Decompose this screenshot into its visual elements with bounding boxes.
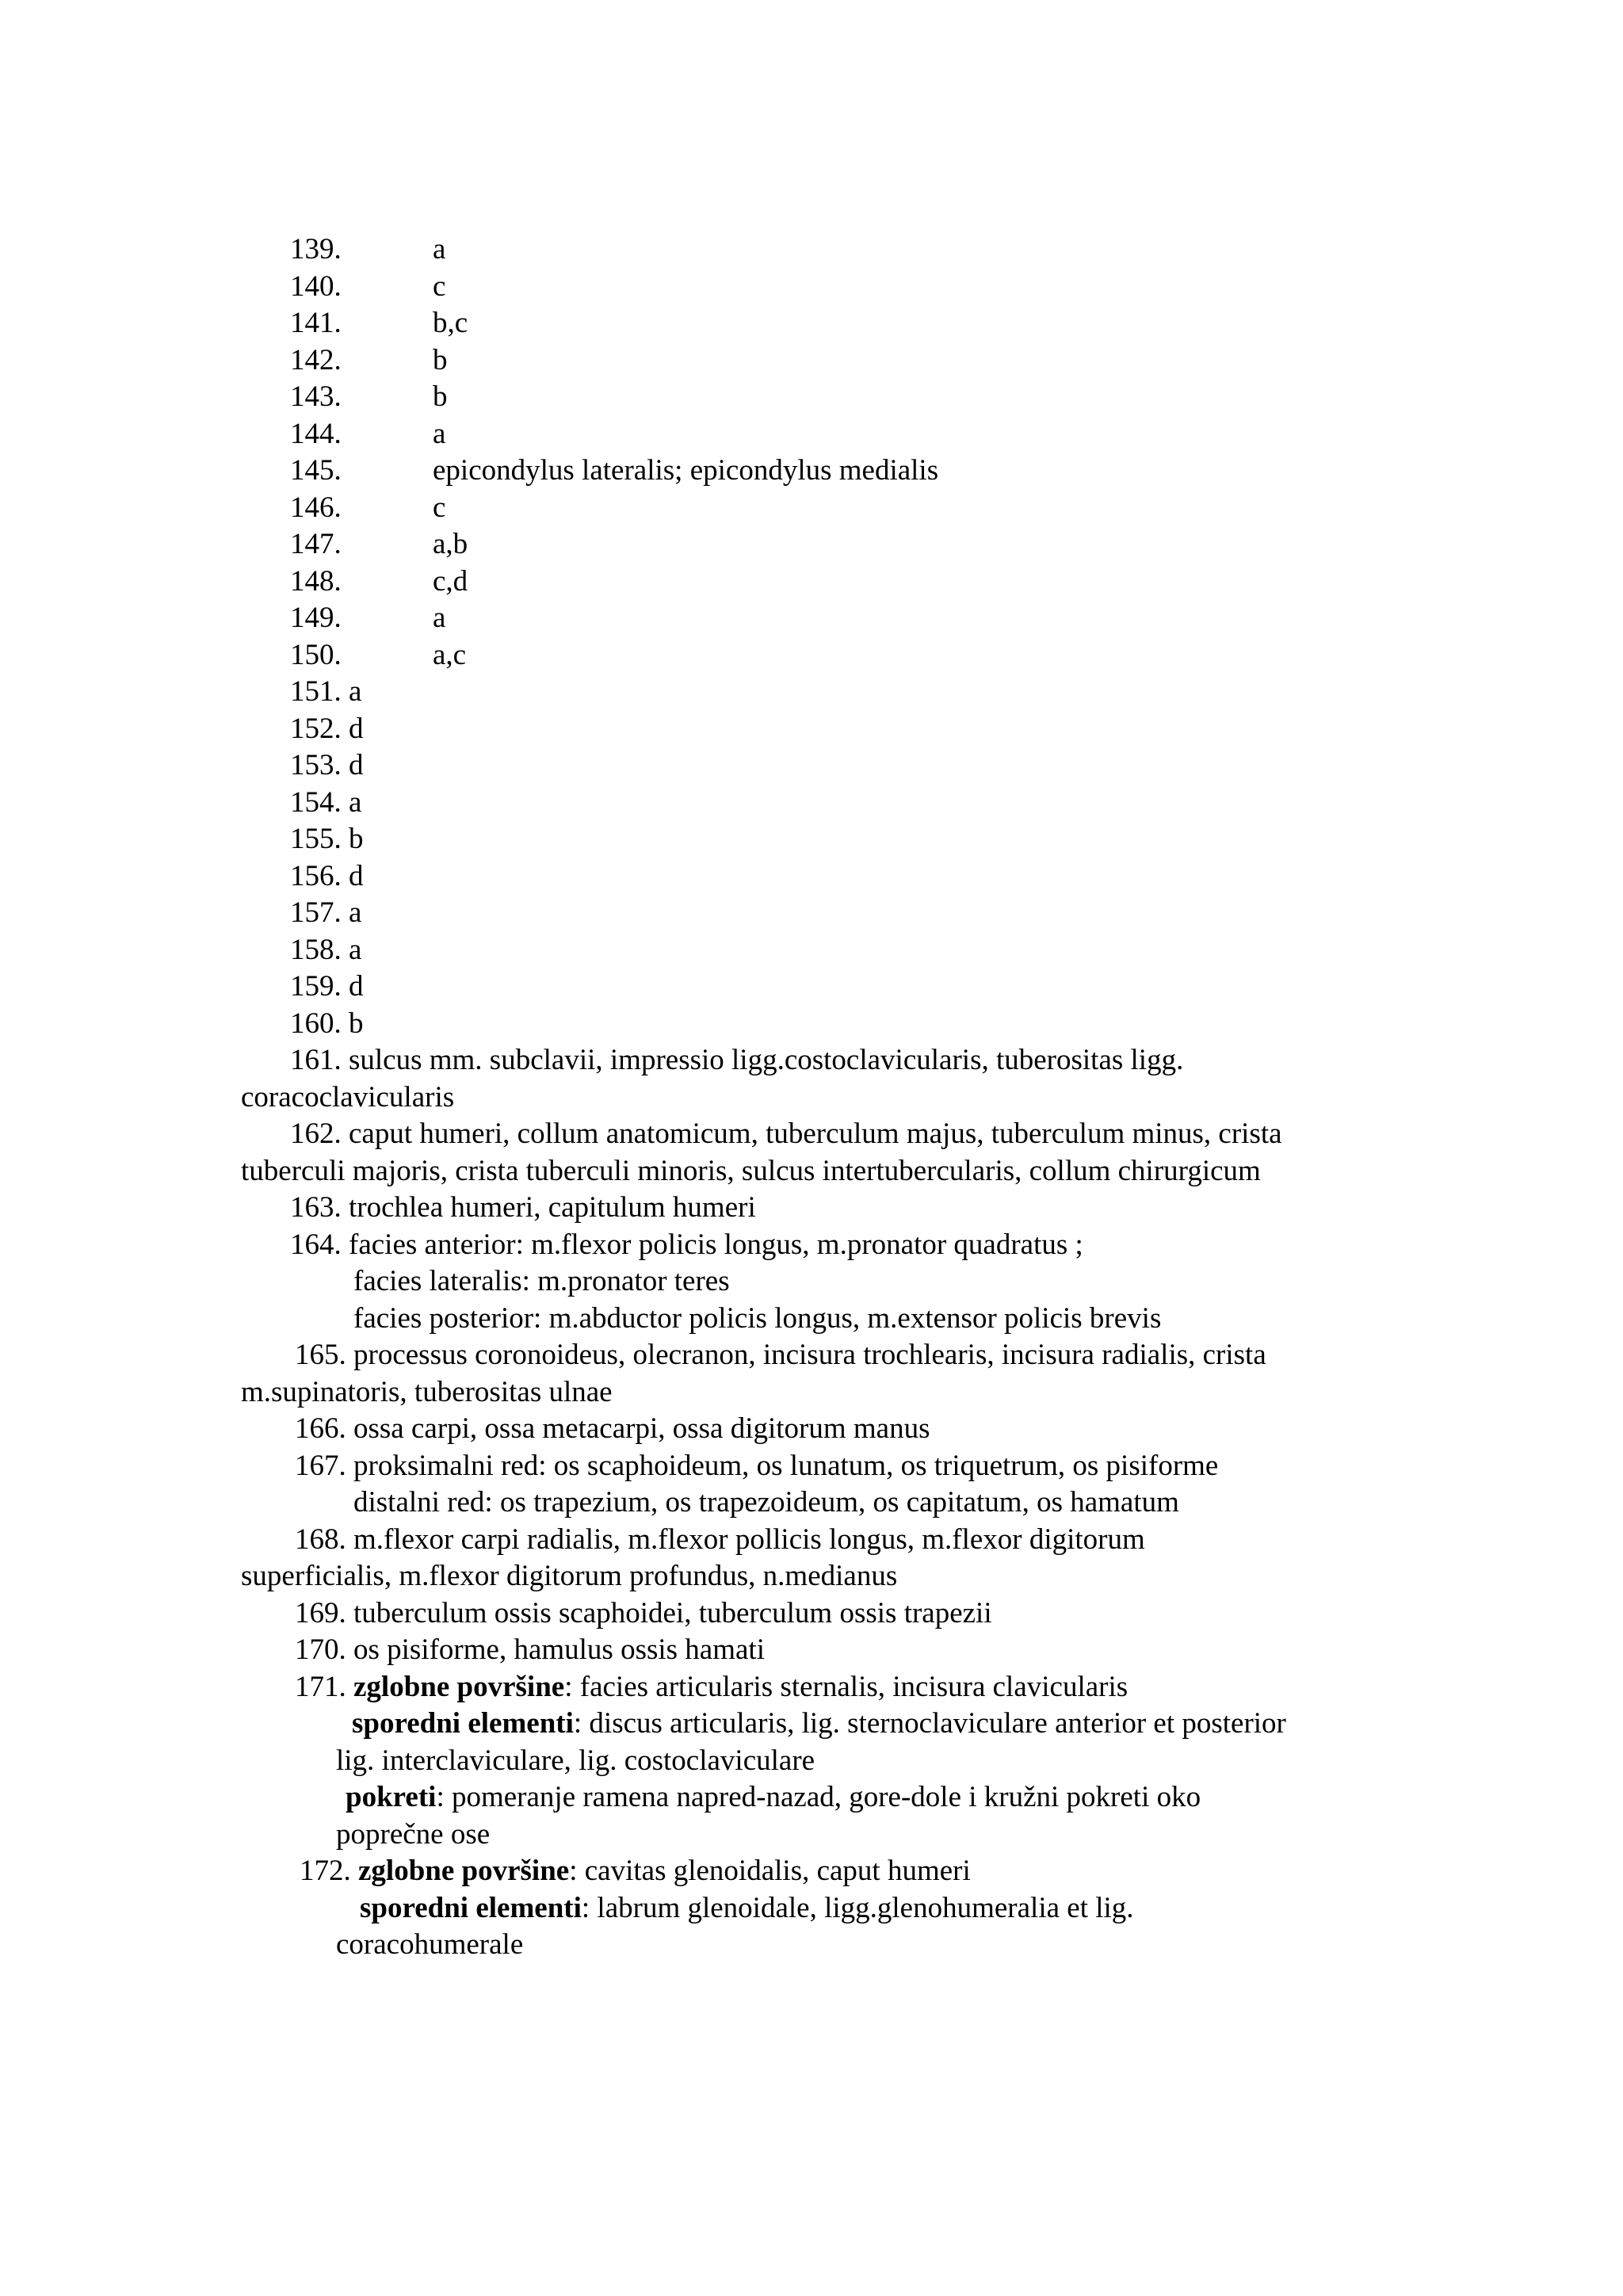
answer-171-line-5: poprečne ose: [336, 1818, 491, 1851]
list-item: 154. a: [290, 786, 362, 819]
movements-text: : pomeranje ramena napred-nazad, gore-dole i kružni pokreti oko: [436, 1781, 1201, 1813]
joint-surfaces-text: : cavitas glenoidalis, caput humeri: [569, 1855, 971, 1887]
accessory-elements-label: sporedni elementi: [352, 1707, 574, 1740]
list-item: 157. a: [290, 896, 362, 929]
list-item: 140.: [290, 270, 342, 303]
list-item: 145.: [290, 454, 342, 487]
accessory-elements-text: : discus articularis, lig. sternoclaviculare anterior et posterior: [573, 1707, 1286, 1740]
answer-171-line-1: [295, 1669, 1128, 1706]
list-item: 156. d: [290, 860, 364, 892]
answer-171-line-2: [352, 1706, 1286, 1742]
list-item: 158. a: [290, 934, 362, 966]
list-item: 155. b: [290, 823, 364, 855]
list-item: a: [433, 233, 446, 266]
answer-172-number: 172.: [300, 1855, 358, 1887]
list-item: 151. a: [290, 675, 362, 708]
list-item: 147.: [290, 528, 342, 560]
joint-surfaces-text: : facies articularis sternalis, incisura clavicularis: [564, 1671, 1128, 1703]
answer-161-line-2: coracoclavicularis: [241, 1081, 455, 1114]
answer-164-line-2: facies lateralis: m.pronator teres: [353, 1265, 730, 1297]
movements-label: pokreti: [346, 1781, 437, 1813]
list-item: 144.: [290, 418, 342, 450]
list-item: 148.: [290, 565, 342, 598]
joint-surfaces-label: zglobne površine: [353, 1671, 565, 1703]
list-item: c: [433, 270, 446, 303]
list-item: 152. d: [290, 712, 364, 745]
accessory-elements-label: sporedni elementi: [360, 1892, 582, 1924]
list-item: 160. b: [290, 1007, 364, 1040]
answer-166: 166. ossa carpi, ossa metacarpi, ossa digitorum manus: [295, 1412, 930, 1445]
answer-171-number: 171.: [295, 1671, 353, 1703]
list-item: 146.: [290, 491, 342, 524]
list-item: b: [433, 344, 448, 376]
list-item: 141.: [290, 307, 342, 339]
list-item: a: [433, 418, 446, 450]
answer-171-line-3: lig. interclaviculare, lig. costoclaviculare: [336, 1744, 815, 1777]
list-item: 153. d: [290, 749, 364, 781]
list-item: 149.: [290, 602, 342, 634]
answer-170: 170. os pisiforme, hamulus ossis hamati: [295, 1633, 765, 1666]
list-item: c: [433, 491, 446, 524]
answer-169: 169. tuberculum ossis scaphoidei, tuberculum ossis trapezii: [295, 1597, 992, 1629]
joint-surfaces-label: zglobne površine: [358, 1855, 570, 1887]
list-item: 159. d: [290, 970, 364, 1003]
accessory-elements-text: : labrum glenoidale, ligg.glenohumeralia et lig.: [581, 1892, 1134, 1924]
answer-162-line-1: 162. caput humeri, collum anatomicum, tuberculum majus, tuberculum minus, crista: [290, 1117, 1282, 1150]
list-item: a: [433, 602, 446, 634]
answer-164-line-3: facies posterior: m.abductor policis longus, m.extensor policis brevis: [353, 1302, 1162, 1335]
list-item: a,c: [433, 639, 467, 671]
list-item: 142.: [290, 344, 342, 376]
answer-162-line-2: tuberculi majoris, crista tuberculi minoris, sulcus intertubercularis, collum chirurgicum: [241, 1155, 1261, 1187]
answer-171-line-4: [346, 1779, 1201, 1816]
list-item: a,b: [433, 528, 468, 560]
list-item: c,d: [433, 565, 468, 598]
answer-161-line-1: 161. sulcus mm. subclavii, impressio ligg.costoclavicularis, tuberositas ligg.: [290, 1044, 1184, 1076]
list-item: 139.: [290, 233, 342, 266]
answer-172-line-1: [300, 1853, 971, 1889]
answer-167-line-1: 167. proksimalni red: os scaphoideum, os lunatum, os triquetrum, os pisiforme: [295, 1450, 1219, 1482]
answer-168-line-2: superficialis, m.flexor digitorum profundus, n.medianus: [241, 1560, 898, 1592]
answer-163: 163. trochlea humeri, capitulum humeri: [290, 1191, 756, 1224]
answer-165-line-1: 165. processus coronoideus, olecranon, incisura trochlearis, incisura radialis, crista: [295, 1339, 1266, 1371]
list-item: b,c: [433, 307, 468, 339]
list-item: 150.: [290, 639, 342, 671]
answer-172-line-2: [360, 1890, 1134, 1927]
answer-168-line-1: 168. m.flexor carpi radialis, m.flexor pollicis longus, m.flexor digitorum: [295, 1523, 1145, 1556]
list-item: b: [433, 380, 448, 413]
list-item: 143.: [290, 380, 342, 413]
list-item: epicondylus lateralis; epicondylus medialis: [433, 454, 939, 487]
answer-165-line-2: m.supinatoris, tuberositas ulnae: [241, 1376, 613, 1408]
answer-167-line-2: distalni red: os trapezium, os trapezoideum, os capitatum, os hamatum: [353, 1486, 1179, 1519]
answer-164-line-1: 164. facies anterior: m.flexor policis longus, m.pronator quadratus ;: [290, 1228, 1083, 1261]
answer-172-line-3: coracohumerale: [336, 1928, 524, 1961]
